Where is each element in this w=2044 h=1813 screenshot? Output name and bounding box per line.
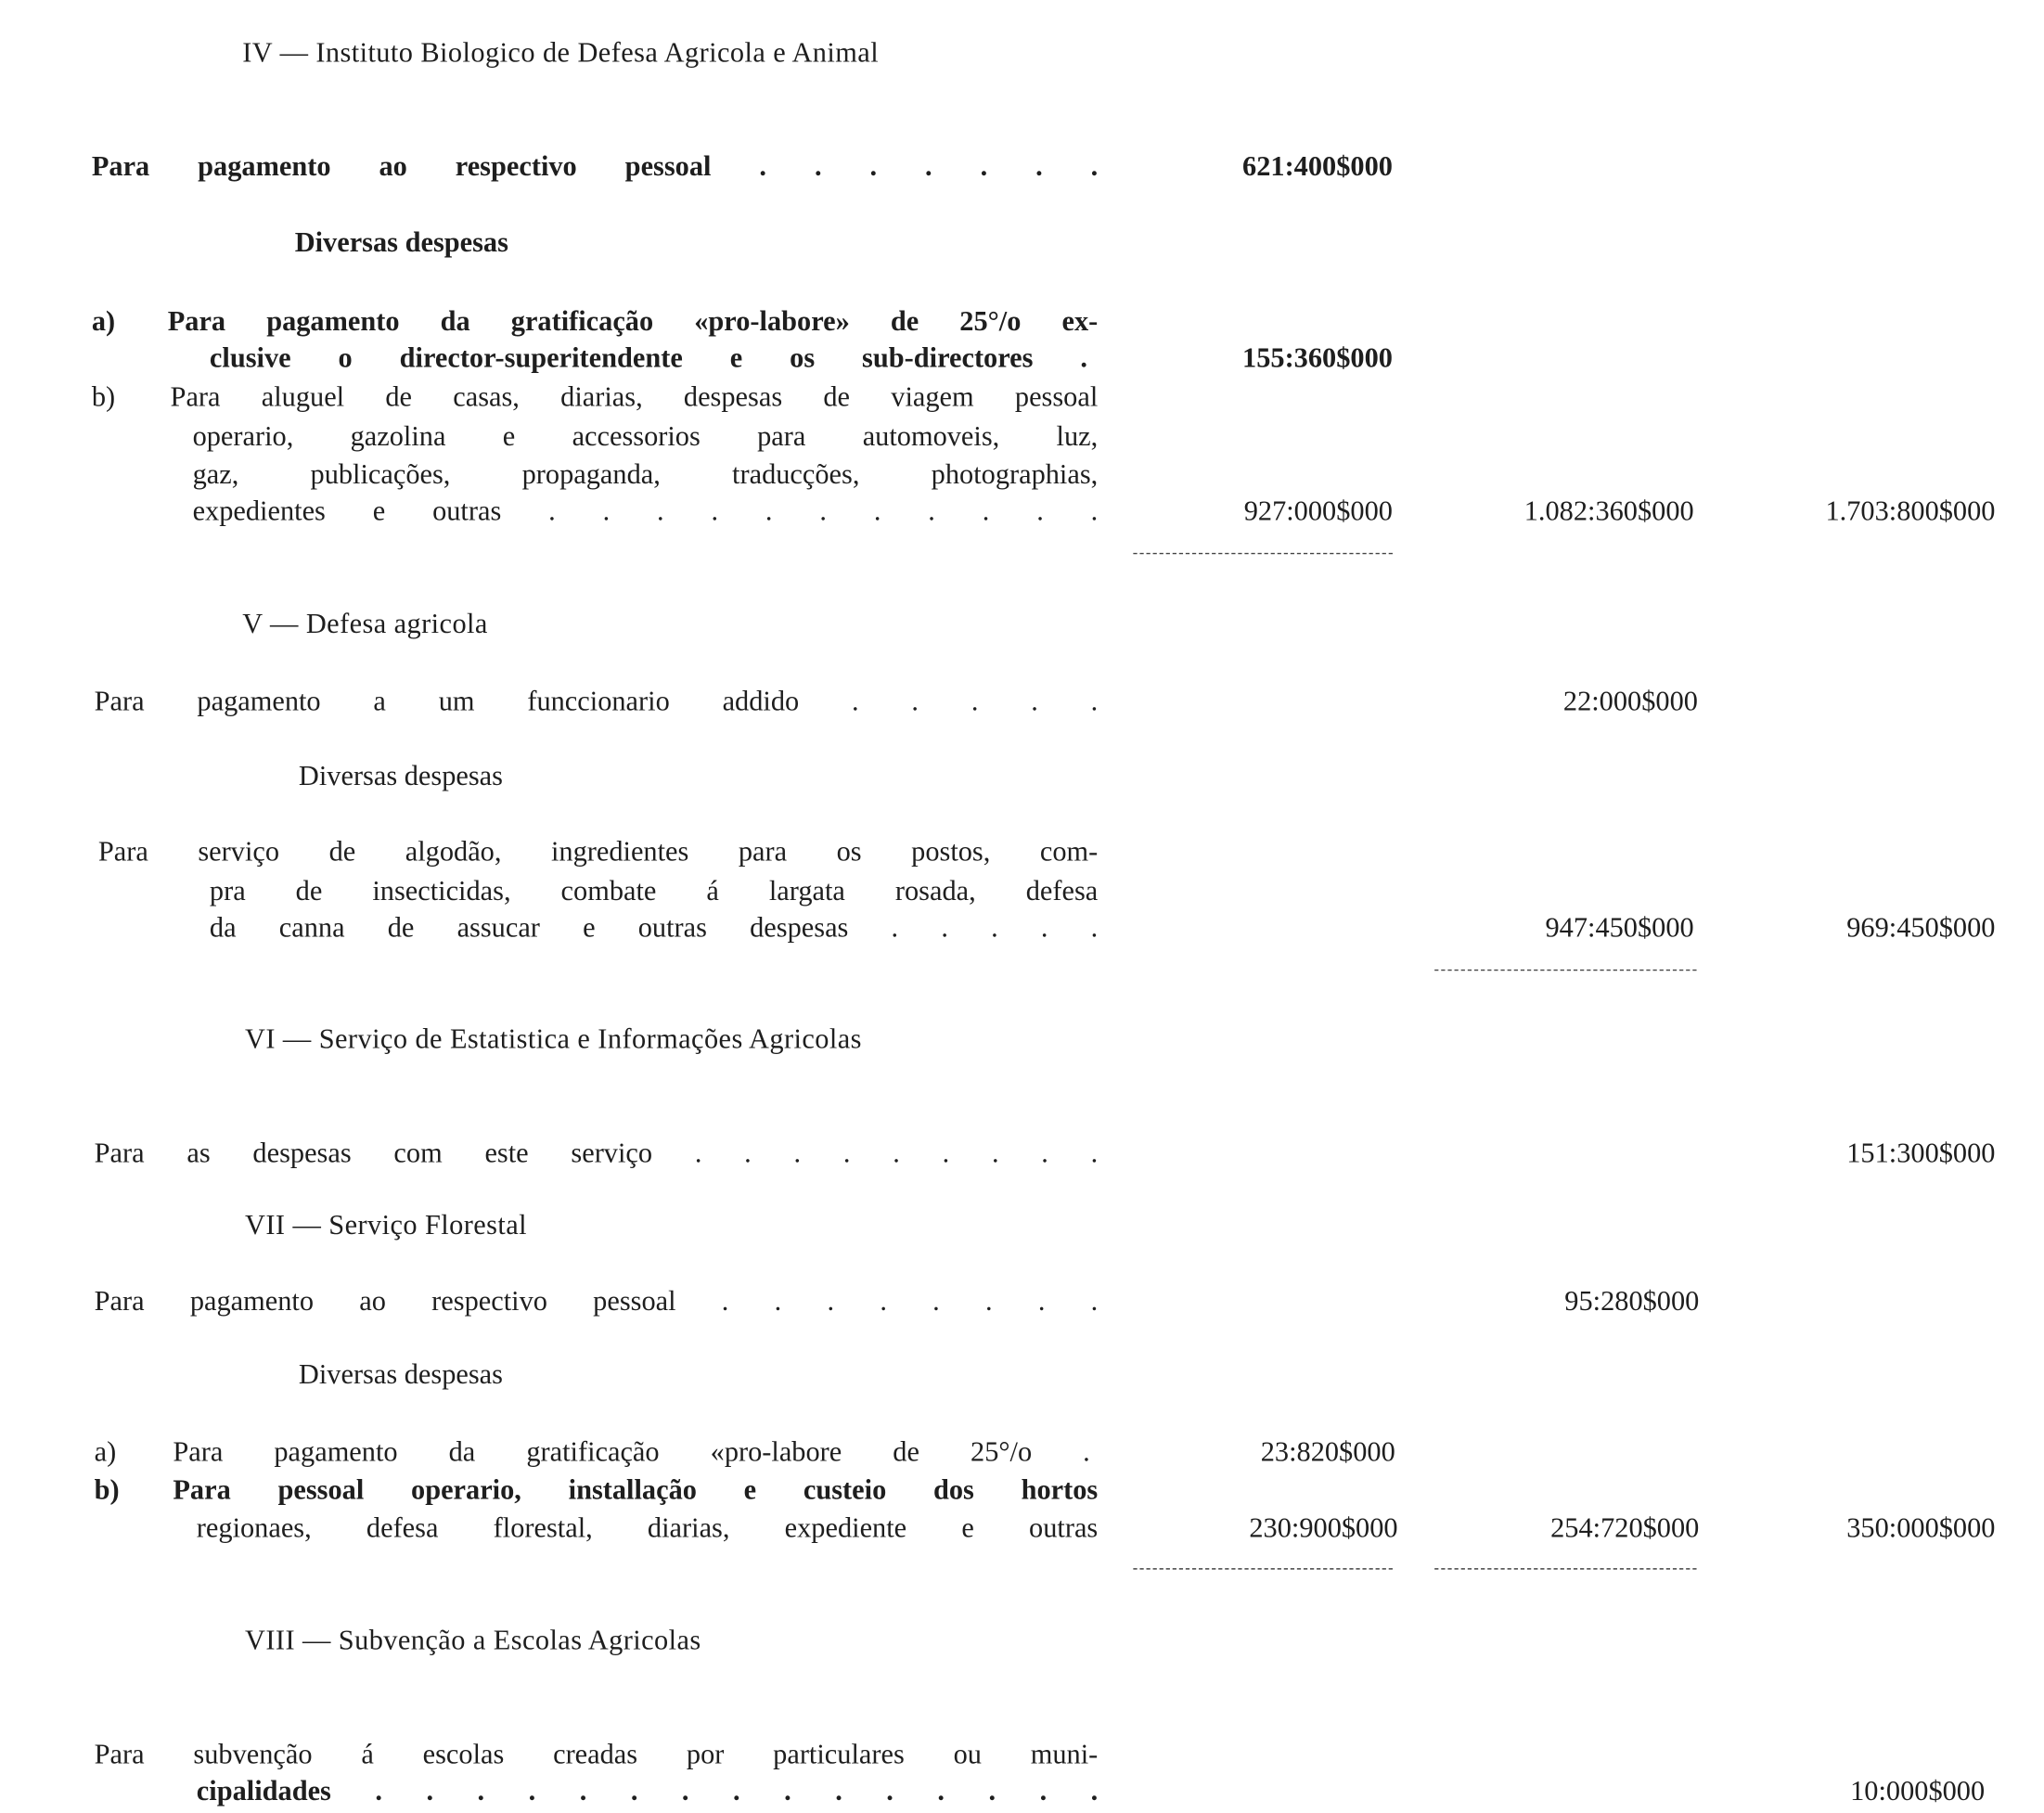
item-a-line-1 xyxy=(168,305,1099,337)
total-amount: 1.703:800$000 xyxy=(1825,495,1996,527)
total-amount: 10:000$000 xyxy=(1850,1775,1986,1807)
item-text: Para subvenção á escolas creadas por particulares ou muni- xyxy=(94,1738,1099,1770)
item-b-text: operario, gazolina e accessorios para automoveis, luz, xyxy=(192,420,1099,453)
staff-amount: 621:400$000 xyxy=(1242,150,1393,183)
item-label-a: a) xyxy=(94,1435,117,1468)
total-amount: 969:450$000 xyxy=(1846,911,1996,944)
total-amount: 151:300$000 xyxy=(1846,1137,1996,1169)
expense-line xyxy=(95,1138,1099,1169)
expense-text: Para as despesas com este serviço . . . . . . . . . xyxy=(94,1137,1099,1169)
item-a-line-2 xyxy=(210,342,1087,374)
staff-line-text: Para pagamento ao respectivo pessoal . . . . . . . xyxy=(91,150,1099,183)
subtotal-amount: 1.082:360$000 xyxy=(1523,495,1694,527)
item-text: Para serviço de algodão, ingredientes para os postos, com- xyxy=(97,835,1099,868)
item-a-amount: 155:360$000 xyxy=(1242,341,1393,374)
sum-rule xyxy=(1133,1568,1393,1569)
item-a-text: clusive o director-superitendente e os sub-directores . xyxy=(209,341,1087,374)
staff-amount: 95:280$000 xyxy=(1564,1285,1700,1318)
staff-line-text: Para pagamento ao respectivo pessoal . . . . . . . . xyxy=(94,1285,1099,1318)
item-line-2 xyxy=(210,875,1098,906)
item-b-line-2 xyxy=(193,420,1099,452)
item-label-a: a) xyxy=(91,304,116,337)
item-b-text: Para aluguel de casas, diarias, despesas de viagem pessoal xyxy=(170,380,1099,413)
section-title-viii: VIII — Subvenção a Escolas Agricolas xyxy=(245,1624,701,1656)
item-b-line-1 xyxy=(171,381,1099,413)
item-b-line-1 xyxy=(173,1473,1098,1505)
staff-amount: 22:000$000 xyxy=(1562,685,1698,717)
item-a-line xyxy=(173,1436,1089,1468)
item-a-text: Para pagamento da gratificação «pro-labore» de 25°/o ex- xyxy=(167,304,1099,337)
sum-rule xyxy=(1434,970,1696,971)
item-text: cipalidades . . . . . . . . . . . . . . . xyxy=(196,1775,1099,1807)
item-b-line-3 xyxy=(193,458,1099,490)
section-title-v: V — Defesa agricola xyxy=(242,608,488,640)
staff-line xyxy=(92,150,1098,182)
item-label-b: b) xyxy=(91,380,116,413)
item-line-1 xyxy=(98,836,1098,868)
item-text: pra de insecticidas, combate á largata rosada, defesa xyxy=(209,875,1099,907)
item-line-2 xyxy=(197,1775,1098,1807)
total-amount: 350:000$000 xyxy=(1846,1511,1996,1544)
item-b-text: Para pessoal operario, installação e custeio dos hortos xyxy=(173,1473,1099,1506)
item-a-text: Para pagamento da gratificação «pro-labore de 25°/o . xyxy=(173,1435,1090,1468)
item-text: da canna de assucar e outras despesas . . . . . xyxy=(209,911,1099,944)
item-b-text: gaz, publicações, propaganda, traducções, photographias, xyxy=(192,458,1099,491)
item-b-line-4 xyxy=(193,495,1099,527)
item-label-b: b) xyxy=(94,1473,120,1506)
section-title-iv: IV — Instituto Biologico de Defesa Agricola e Animal xyxy=(242,36,880,69)
item-b-amount: 230:900$000 xyxy=(1249,1511,1398,1544)
item-b-text: expedientes e outras . . . . . . . . . . . xyxy=(192,495,1099,527)
staff-line-text: Para pagamento a um funccionario addido . . . . . xyxy=(94,685,1099,717)
staff-line xyxy=(95,685,1099,716)
section-title-vii: VII — Serviço Florestal xyxy=(245,1209,528,1241)
subheading: Diversas despesas xyxy=(298,759,503,791)
item-b-line-2 xyxy=(197,1511,1098,1543)
subtotal-amount: 254:720$000 xyxy=(1550,1511,1700,1544)
subheading: Diversas despesas xyxy=(298,1358,503,1391)
item-line-3 xyxy=(210,912,1098,944)
item-a-amount: 23:820$000 xyxy=(1260,1435,1395,1468)
subheading: Diversas despesas xyxy=(294,226,508,259)
item-b-amount: 927:000$000 xyxy=(1243,495,1393,527)
sum-rule xyxy=(1434,1568,1696,1569)
section-title-vi: VI — Serviço de Estatistica e Informações Agricolas xyxy=(245,1022,862,1055)
item-amount: 947:450$000 xyxy=(1545,911,1694,944)
staff-line xyxy=(95,1285,1099,1317)
sum-rule xyxy=(1133,553,1393,554)
item-b-text: regionaes, defesa florestal, diarias, expediente e outras xyxy=(196,1511,1099,1544)
item-line-1 xyxy=(95,1739,1099,1770)
